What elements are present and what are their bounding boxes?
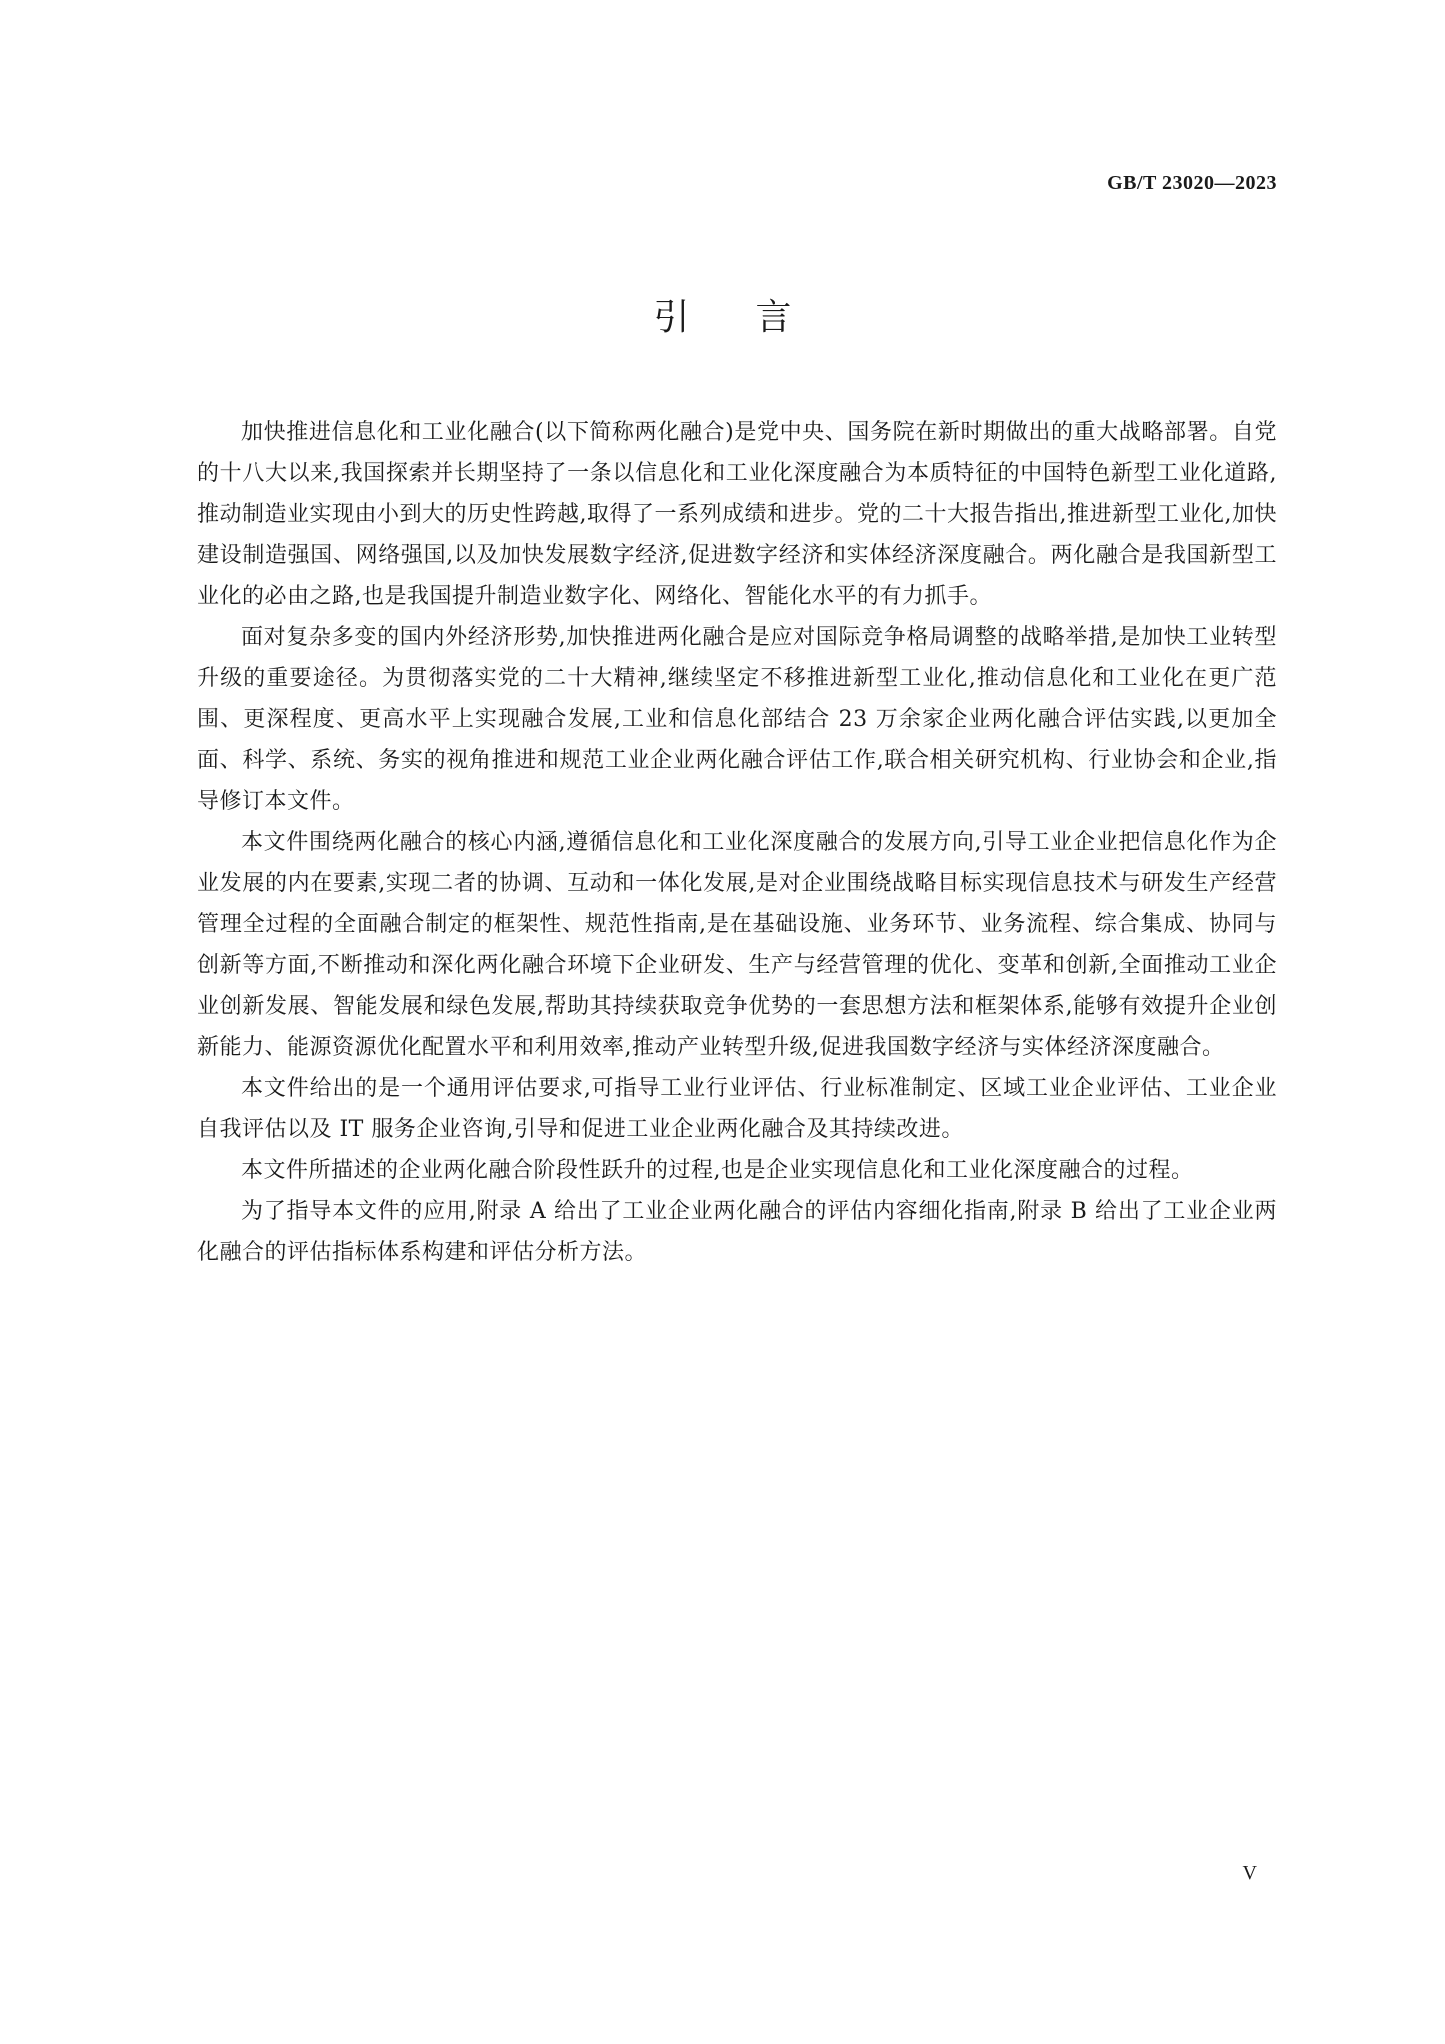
paragraph: 面对复杂多变的国内外经济形势,加快推进两化融合是应对国际竞争格局调整的战略举措,是加快工业转型升级的重要途径。为贯彻落实党的二十大精神,继续坚定不移推进新型工业化,推动信息化和工业化在更广范围、更深程度、更高水平上实现融合发展,工业和信息化部结合 23 万余家企业两化融合评估实践,以更加全面、科学、系统、务实的视角推进和规范工业企业两化融合评估工作,联合相关研究机构、行业协会和企业,指导修订本文件。 <box>197 625 1277 814</box>
page-title: 引言 <box>653 297 858 338</box>
paragraph: 本文件给出的是一个通用评估要求,可指导工业行业评估、行业标准制定、区域工业企业评估、工业企业自我评估以及 IT 服务企业咨询,引导和促进工业企业两化融合及其持续改进。 <box>197 1076 1277 1142</box>
paragraph: 加快推进信息化和工业化融合(以下简称两化融合)是党中央、国务院在新时期做出的重大战略部署。自党的十八大以来,我国探索并长期坚持了一条以信息化和工业化深度融合为本质特征的中国特色新型工业化道路,推动制造业实现由小到大的历史性跨越,取得了一系列成绩和进步。党的二十大报告指出,推进新型工业化,加快建设制造强国、网络强国,以及加快发展数字经济,促进数字经济和实体经济深度融合。两化融合是我国新型工业化的必由之路,也是我国提升制造业数字化、网络化、智能化水平的有力抓手。 <box>197 420 1277 609</box>
paragraph: 本文件围绕两化融合的核心内涵,遵循信息化和工业化深度融合的发展方向,引导工业企业把信息化作为企业发展的内在要素,实现二者的协调、互动和一体化发展,是对企业围绕战略目标实现信息技术与研发生产经营管理全过程的全面融合制定的框架性、规范性指南,是在基础设施、业务环节、业务流程、综合集成、协同与创新等方面,不断推动和深化两化融合环境下企业研发、生产与经营管理的优化、变革和创新,全面推动工业企业创新发展、智能发展和绿色发展,帮助其持续获取竞争优势的一套思想方法和框架体系,能够有效提升企业创新能力、能源资源优化配置水平和利用效率,推动产业转型升级,促进我国数字经济与实体经济深度融合。 <box>197 830 1277 1060</box>
paragraph: 为了指导本文件的应用,附录 A 给出了工业企业两化融合的评估内容细化指南,附录 B 给出了工业企业两化融合的评估指标体系构建和评估分析方法。 <box>197 1199 1277 1265</box>
page-number: V <box>1242 1862 1257 1884</box>
paragraph: 本文件所描述的企业两化融合阶段性跃升的过程,也是企业实现信息化和工业化深度融合的过程。 <box>241 1158 1194 1183</box>
document-body <box>197 412 1277 1273</box>
standard-number: GB/T 23020—2023 <box>1107 172 1277 194</box>
